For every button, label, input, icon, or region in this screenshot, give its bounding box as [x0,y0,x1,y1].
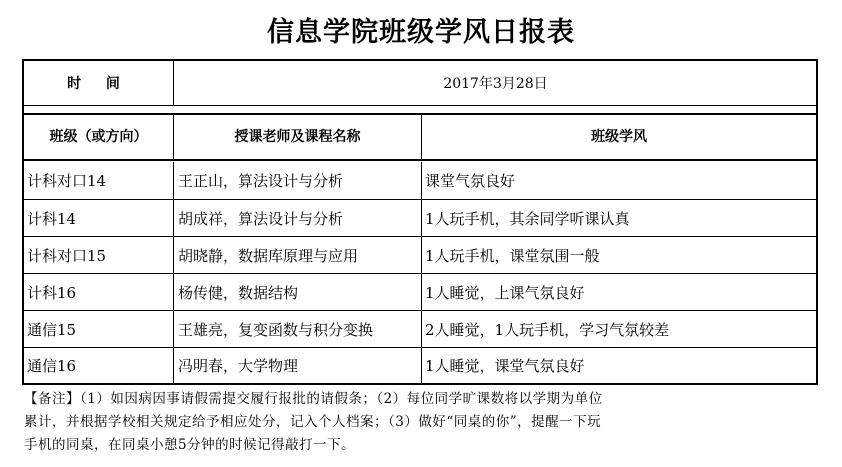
time-row [24,61,816,106]
row-study-style: 1人睡觉，上课气氛良好 [421,274,816,310]
row-teacher-course: 胡成祥，算法设计与分析 [173,200,421,236]
row-study-style: 1人玩手机，其余同学听课认真 [421,200,816,236]
row-class: 计科16 [27,283,77,302]
row-study-style: 1人睡觉，课堂气氛良好 [421,348,816,383]
table-row [24,200,816,237]
remarks [24,388,814,457]
row-class: 计科对口14 [27,172,107,190]
row-study-style: 课堂气氛良好 [421,162,816,199]
table-header-row [24,113,816,161]
table-row [24,348,816,383]
row-teacher-course: 杨传健，数据结构 [173,274,421,310]
date-value: 2017年3月28日 [173,61,817,105]
row-class: 通信15 [27,320,77,339]
table-row [24,311,816,348]
table-row [24,162,816,200]
row-study-style: 1人玩手机，课堂氛围一般 [421,237,816,273]
row-teacher-course: 胡晓静，数据库原理与应用 [173,237,421,273]
remarks-line: 【备注】（1）如因病因事请假需提交履行报批的请假条；（2）每位同学旷课数将以学期为单位 [24,391,603,407]
row-teacher-course: 王正山，算法设计与分析 [173,162,421,199]
header-study-style: 班级学风 [421,113,816,159]
remarks-line: 手机的同桌，在同桌小憩5分钟的时候记得敲打一下。 [24,437,356,453]
row-teacher-course: 冯明春，大学物理 [173,348,421,383]
report-table [22,59,818,385]
row-class: 计科14 [27,209,77,228]
table-row [24,237,816,274]
header-teacher-course: 授课老师及课程名称 [173,113,421,159]
row-teacher-course: 王雄亮，复变函数与积分变换 [173,311,421,347]
remarks-line: 累计，并根据学校相关规定给予相应处分，记入个人档案；（3）做好“同桌的你”，提醒一下玩 [24,414,602,430]
report-title: 信息学院班级学风日报表 [267,17,575,48]
row-class: 通信16 [27,357,77,375]
header-class: 班级（或方向） [49,129,148,145]
table-row [24,274,816,311]
row-class: 计科对口15 [27,246,107,265]
time-label: 时 间 [67,76,130,92]
row-study-style: 2人睡觉，1人玩手机，学习气氛较差 [421,311,816,347]
